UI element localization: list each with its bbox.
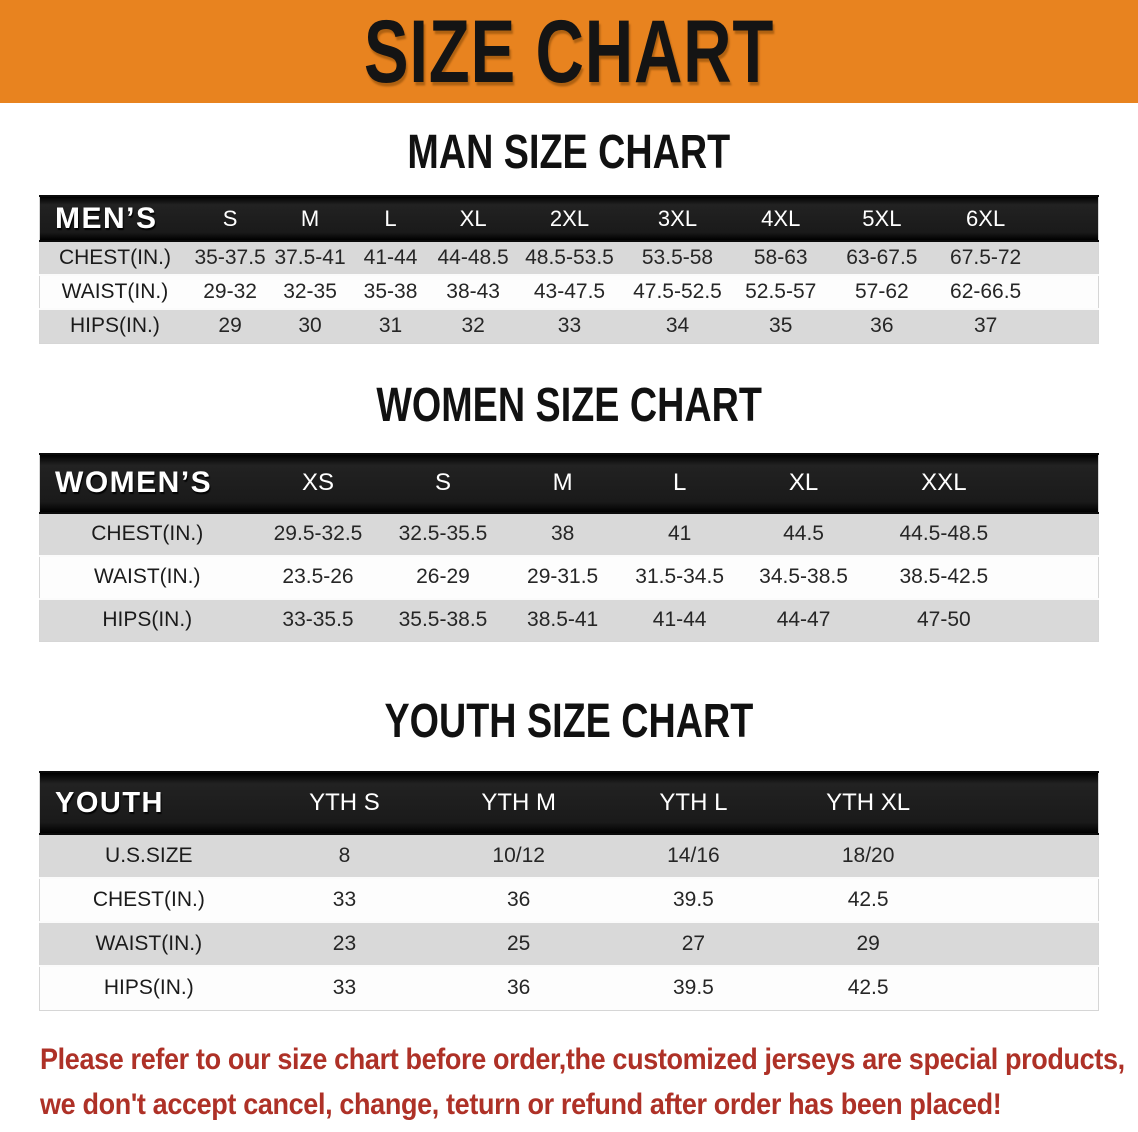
table-cell: 31.5-34.5 (621, 556, 739, 599)
table-title: WOMEN’S (40, 454, 255, 513)
table-cell: 52.5-57 (731, 275, 831, 309)
row-label: WAIST(IN.) (40, 922, 258, 966)
table-cell: 38.5-41 (504, 599, 620, 642)
filler-cell (956, 966, 1099, 1010)
table-cell: 34 (624, 309, 731, 343)
table-cell: 42.5 (781, 878, 956, 922)
table-row (40, 878, 1099, 922)
table-cell: 38-43 (431, 275, 515, 309)
column-header: YTH XL (781, 772, 956, 834)
column-header: L (350, 196, 432, 241)
table-cell: 63-67.5 (831, 241, 934, 275)
filler-cell (1019, 556, 1098, 599)
row-label: WAIST(IN.) (40, 275, 190, 309)
table-cell: 23 (258, 922, 432, 966)
table-header-row (40, 772, 1099, 834)
table-cell: 30 (270, 309, 349, 343)
table-cell: 35.5-38.5 (382, 599, 505, 642)
row-label: U.S.SIZE (40, 834, 258, 878)
table-cell: 29-31.5 (504, 556, 620, 599)
table-cell: 37.5-41 (270, 241, 349, 275)
table-cell: 53.5-58 (624, 241, 731, 275)
table-cell: 29 (781, 922, 956, 966)
table-cell: 29.5-32.5 (254, 513, 381, 556)
table-cell: 33 (515, 309, 624, 343)
row-label: WAIST(IN.) (40, 556, 255, 599)
header-filler-cell (956, 772, 1099, 834)
women-section-heading (0, 376, 1138, 431)
column-header: 5XL (831, 196, 934, 241)
table-cell: 42.5 (781, 966, 956, 1010)
table-cell: 35-37.5 (190, 241, 270, 275)
table-cell: 58-63 (731, 241, 831, 275)
table-cell: 48.5-53.5 (515, 241, 624, 275)
filler-cell (1019, 513, 1098, 556)
table-title: YOUTH (40, 772, 258, 834)
table-cell: 25 (431, 922, 606, 966)
youth-section-heading-text: YOUTH SIZE CHART (384, 692, 754, 748)
table-cell: 29-32 (190, 275, 270, 309)
table-cell: 18/20 (781, 834, 956, 878)
header-filler-cell (1038, 196, 1098, 241)
column-header: YTH S (258, 772, 432, 834)
table-cell: 33 (258, 966, 432, 1010)
table-cell: 44.5 (738, 513, 868, 556)
table-cell: 32-35 (270, 275, 349, 309)
table-cell: 14/16 (606, 834, 781, 878)
row-label: CHEST(IN.) (40, 878, 258, 922)
column-header: S (382, 454, 505, 513)
column-header: 3XL (624, 196, 731, 241)
filler-cell (956, 878, 1099, 922)
row-label: HIPS(IN.) (40, 309, 190, 343)
table-header-row (40, 196, 1099, 241)
banner-title: SIZE CHART (363, 1, 775, 102)
filler-cell (1038, 241, 1098, 275)
table-cell: 32 (431, 309, 515, 343)
column-header: M (504, 454, 620, 513)
table-cell: 31 (350, 309, 432, 343)
column-header: S (190, 196, 270, 241)
row-label: HIPS(IN.) (40, 599, 255, 642)
table-row (40, 834, 1099, 878)
table-cell: 36 (831, 309, 934, 343)
table-row (40, 556, 1099, 599)
table-cell: 39.5 (606, 966, 781, 1010)
filler-cell (956, 922, 1099, 966)
table-cell: 34.5-38.5 (738, 556, 868, 599)
table-row (40, 966, 1099, 1010)
row-label: CHEST(IN.) (40, 513, 255, 556)
filler-cell (1038, 309, 1098, 343)
table-cell: 33 (258, 878, 432, 922)
table-cell: 57-62 (831, 275, 934, 309)
table-cell: 35 (731, 309, 831, 343)
table-cell: 44-47 (738, 599, 868, 642)
youth-section-heading (0, 692, 1138, 748)
men-section-heading (0, 123, 1138, 179)
table-cell: 32.5-35.5 (382, 513, 505, 556)
column-header: XL (431, 196, 515, 241)
table-cell: 27 (606, 922, 781, 966)
table-title: MEN’S (40, 196, 190, 241)
row-label: CHEST(IN.) (40, 241, 190, 275)
column-header: XS (254, 454, 381, 513)
youth-size-table (39, 771, 1099, 1011)
table-cell: 67.5-72 (933, 241, 1038, 275)
table-cell: 8 (258, 834, 432, 878)
mens-size-table (39, 195, 1099, 344)
table-cell: 62-66.5 (933, 275, 1038, 309)
table-row (40, 275, 1099, 309)
row-label: HIPS(IN.) (40, 966, 258, 1010)
table-cell: 41-44 (350, 241, 432, 275)
table-cell: 23.5-26 (254, 556, 381, 599)
column-header: M (270, 196, 349, 241)
table-row (40, 599, 1099, 642)
table-cell: 39.5 (606, 878, 781, 922)
size-chart-banner (0, 0, 1138, 103)
table-cell: 41-44 (621, 599, 739, 642)
column-header: YTH L (606, 772, 781, 834)
womens-size-table (39, 453, 1099, 643)
column-header: 6XL (933, 196, 1038, 241)
women-section-heading-text: WOMEN SIZE CHART (376, 376, 762, 431)
header-filler-cell (1019, 454, 1098, 513)
table-cell: 38.5-42.5 (869, 556, 1019, 599)
men-section-heading-text: MAN SIZE CHART (407, 123, 731, 179)
table-cell: 47-50 (869, 599, 1019, 642)
table-cell: 43-47.5 (515, 275, 624, 309)
column-header: 2XL (515, 196, 624, 241)
filler-cell (1019, 599, 1098, 642)
table-cell: 35-38 (350, 275, 432, 309)
table-cell: 26-29 (382, 556, 505, 599)
column-header: XL (738, 454, 868, 513)
column-header: XXL (869, 454, 1019, 513)
table-cell: 29 (190, 309, 270, 343)
table-cell: 10/12 (431, 834, 606, 878)
table-cell: 36 (431, 966, 606, 1010)
footer-disclaimer (40, 1037, 1138, 1127)
table-cell: 44-48.5 (431, 241, 515, 275)
table-cell: 47.5-52.5 (624, 275, 731, 309)
filler-cell (1038, 275, 1098, 309)
table-cell: 44.5-48.5 (869, 513, 1019, 556)
disclaimer-line-1: Please refer to our size chart before order,the customized jerseys are special products, (40, 1042, 1125, 1076)
table-header-row (40, 454, 1099, 513)
table-cell: 33-35.5 (254, 599, 381, 642)
table-row (40, 922, 1099, 966)
filler-cell (956, 834, 1099, 878)
table-cell: 36 (431, 878, 606, 922)
table-cell: 41 (621, 513, 739, 556)
table-row (40, 309, 1099, 343)
column-header: YTH M (431, 772, 606, 834)
disclaimer-line-2: we don't accept cancel, change, teturn or refund after order has been placed! (40, 1087, 1002, 1121)
table-cell: 38 (504, 513, 620, 556)
table-row (40, 513, 1099, 556)
table-row (40, 241, 1099, 275)
table-cell: 37 (933, 309, 1038, 343)
column-header: L (621, 454, 739, 513)
column-header: 4XL (731, 196, 831, 241)
